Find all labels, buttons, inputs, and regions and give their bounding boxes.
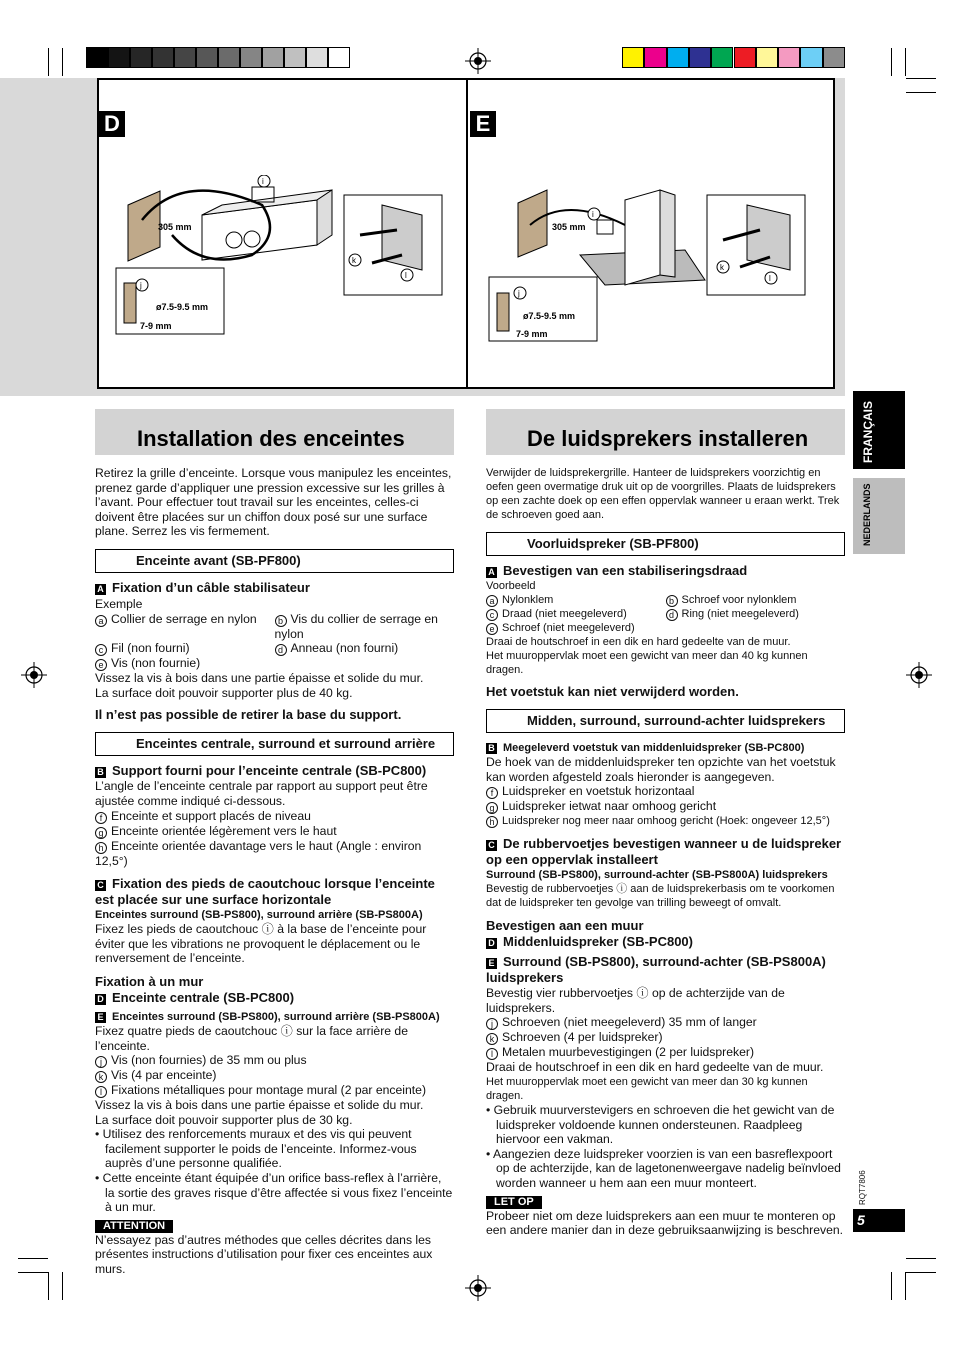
heading-b bbox=[486, 741, 845, 755]
heading-c-text: Fixation des pieds de caoutchouc lorsque l’enceinte est placée sur une surface horizontale bbox=[95, 876, 435, 908]
letop-text: Probeer niet om deze luidsprekers aan een muur te monteren op een andere manier dan in deze gebruiksaanwijzing is beschreven. bbox=[486, 1208, 844, 1238]
box-heading-front: Voorluidspreker (SB-PF800) bbox=[486, 532, 845, 556]
heading-e bbox=[95, 1010, 454, 1024]
surface-text: La surface doit pouvoir supporter plus de 40 kg. bbox=[95, 685, 353, 700]
heading-e-text: Enceintes surround (SB-PS800), surround arrière (SB-PS800A) bbox=[112, 1010, 440, 1023]
label-c: C bbox=[95, 880, 106, 891]
color-swatch bbox=[756, 47, 778, 68]
item-c: Draad (niet meegeleverd) bbox=[502, 608, 627, 620]
color-swatch bbox=[667, 47, 689, 68]
item-j: Vis (non fournies) de 35 mm ou plus bbox=[111, 1053, 307, 1068]
figure-marker: k bbox=[352, 256, 356, 265]
figure-marker: k bbox=[720, 263, 724, 272]
label-e: E bbox=[95, 1012, 106, 1023]
box-heading-center: Enceintes centrale, surround et surround arrière bbox=[95, 732, 454, 756]
wall-mount-diagram-d bbox=[112, 175, 452, 340]
b-text: De hoek van de middenluidspreker ten opzichte van het voetstuk kan worden afgesteld zoals hieronder is aangegeven. bbox=[486, 755, 836, 784]
no-remove-text: Il n’est pas possible de retirer la base du support. bbox=[95, 707, 402, 723]
figure-depth: 7-9 mm bbox=[140, 321, 172, 331]
intro-text: Retirez la grille d’enceinte. Lorsque vous manipulez les enceintes, prenez garde d’appliquer une pression excessive sur les grilles à l’avant. Pour effectuer tout travail sur les enceintes, celles-ci doivent être placées sur un chiffon doux posé sur une surface plane. Serrez les vis fermement. bbox=[95, 466, 452, 539]
crop-mark bbox=[48, 1272, 49, 1300]
figure-marker: i bbox=[592, 210, 594, 219]
crop-mark bbox=[891, 48, 892, 76]
item-g: Enceinte orientée légèrement vers le haut bbox=[111, 823, 337, 838]
attention-text: N’essayez pas d’autres méthodes que celles décrites dans les présentes instructions d’utilisation pour fixer ces enceintes aux murs. bbox=[95, 1232, 433, 1277]
label-c: C bbox=[486, 840, 497, 851]
figure-measure: 305 mm bbox=[158, 222, 192, 232]
example-label: Voorbeeld bbox=[486, 580, 536, 592]
color-swatch bbox=[108, 47, 130, 68]
color-swatch bbox=[218, 47, 240, 68]
language-tab-label: FRANÇAIS bbox=[861, 401, 875, 463]
document-code: RQT7806 bbox=[858, 1170, 867, 1205]
heading-d-text: Middenluidspreker (SB-PC800) bbox=[503, 934, 693, 950]
item-j: Schroeven (niet meegeleverd) 35 mm of langer bbox=[502, 1015, 757, 1030]
item-k: Schroeven (4 per luidspreker) bbox=[502, 1030, 663, 1045]
item-a: Nylonklem bbox=[502, 594, 554, 606]
c-text: Fixez les pieds de caoutchouc ⓘ à la base de l’enceinte pour éviter que les vibrations ne provoquent le déplacement ou le renversement de l’enceinte. bbox=[95, 922, 427, 966]
color-swatch bbox=[240, 47, 262, 68]
label-e: E bbox=[486, 958, 497, 969]
figure-diameter: ø7.5-9.5 mm bbox=[523, 311, 576, 321]
page-title-nl: De luidsprekers installeren bbox=[527, 426, 809, 451]
color-swatch bbox=[174, 47, 196, 68]
e-text: Fixez quatre pieds de caoutchouc ⓘ sur la face arrière de l’enceinte. bbox=[95, 1023, 408, 1053]
surface-text: Het muuroppervlak moet een gewicht van meer dan 40 kg kunnen dragen. bbox=[486, 650, 808, 676]
color-swatch bbox=[800, 47, 822, 68]
item-d: Anneau (non fourni) bbox=[290, 641, 399, 656]
bullet-2: • Cette enceinte étant équipée d’un orifice bass-reflex à l’arrière, la sortie des graves risque d’être affectée si vous fixez l’enceinte à un mur. bbox=[95, 1171, 453, 1215]
screw-text-2: Vissez la vis à bois dans une partie épaisse et solide du mur. bbox=[95, 1098, 424, 1113]
crop-mark bbox=[906, 78, 936, 79]
heading-d-text: Enceinte centrale (SB-PC800) bbox=[112, 989, 295, 1005]
page-number: 5 bbox=[853, 1209, 905, 1232]
figure-marker: j bbox=[140, 281, 142, 290]
heading-b-text: Support fourni pour l’enceinte centrale (SB-PC800) bbox=[112, 763, 427, 779]
item-d: Ring (niet meegeleverd) bbox=[681, 608, 799, 620]
crop-mark bbox=[906, 1272, 936, 1273]
b-text: L’angle de l’enceinte centrale par rapport au support peut être ajustée comme indiqué ci-dessous. bbox=[95, 779, 428, 808]
color-swatch bbox=[823, 47, 845, 68]
heading-b-text: Meegeleverd voetstuk van middenluidspreker (SB-PC800) bbox=[503, 742, 805, 754]
column-fr: Retirez la grille d’enceinte. Lorsque vous manipulez les enceintes, prenez garde d’appliquer une pression excessive sur les grilles à l’avant. Pour effectuer tout travail sur les enceintes, celles-ci doivent être placées sur un chiffon doux posé sur une surface plane. Serrez les vis fermement. Enceinte avant (SB-PF800) A Fixation d’un câble stabilisateur Exemple a Collier de serrage en nylon b Vis du collier de serrage en nylon c Fil (non fourni) d Anneau (non fourni) e Vis (non fournie) Vissez la vis à bois dans une partie épaisse et solide du mur. La surface doit pouvoir supporter plus de 40 kg. Il n’est pas possible de retirer la base du support. Enceintes centrale, surround et surround arrière B Support fourni pour l’enceinte centrale (SB-PC800) L’angle de l’enceinte centrale par rapport au support peut être ajustée comme indiqué ci-dessous. f Enceinte et support placés de niveau g Enceinte orientée légèrement vers le haut h Enceinte orientée davantage vers le haut (Angle : environ 12,5°) C Fixation des pieds de caoutchouc lorsque l’enceinte est placée sur une surface horizontale Enceintes surround (SB-PS800), surround arrière (SB-PS800A) Fixez les pieds de caoutchouc ⓘ à la base de l’enceinte pour éviter que les vibrations ne provoquent le déplacement ou le renversement de l’enceinte. Fixation à un mur D Enceinte centrale (SB-PC800) E Enceintes surround (SB-PS800), surround arrière (SB-PS800A) Fixez quatre pieds de caoutchouc ⓘ sur la face arrière de l’enceinte. j Vis (non fournies) de 35 mm ou plus k Vis (4 par enceinte) l Fixations métalliques pour montage mural (2 par enceinte) Vissez la vis à bois dans une partie épaisse et solide du mur. La surface doit pouvoir supporter plus de 30 kg. • Utilisez des renforcements muraux et des vis qui peuvent facilement supporter le poids de l’enceinte. Informez-vous auprès d’une personne qualifiée. • Cette enceinte étant équipée d’un orifice bass-reflex à l’arrière, la sortie des graves risque d’être affectée si vous fixez l’enceinte à un mur. ATTENTION N’essayez pas d’autres méthodes que celles décrites dans les présentes instructions d’utilisation pour fixer ces enceintes aux murs. bbox=[95, 466, 453, 1277]
item-h: Enceinte orientée davantage vers le haut (Angle : environ 12,5°) bbox=[95, 838, 422, 868]
figure-depth: 7-9 mm bbox=[516, 329, 548, 339]
registration-mark-icon bbox=[906, 662, 932, 688]
wall-heading: Bevestigen aan een muur bbox=[486, 918, 644, 934]
color-swatch bbox=[130, 47, 152, 68]
surface-text-2: Het muuroppervlak moet een gewicht van meer dan 30 kg kunnen dragen. bbox=[486, 1075, 808, 1102]
language-tab-dutch bbox=[853, 478, 905, 554]
color-swatch bbox=[152, 47, 174, 68]
heading-c-text: De rubbervoetjes bevestigen wanneer u de luidspreker op een oppervlak installeert bbox=[486, 836, 842, 868]
figure-marker: j bbox=[518, 289, 520, 298]
heading-d bbox=[486, 934, 845, 950]
crop-mark bbox=[905, 1272, 906, 1300]
item-f: Luidspreker en voetstuk horizontaal bbox=[502, 784, 695, 799]
label-b: B bbox=[95, 767, 106, 778]
color-swatch bbox=[306, 47, 328, 68]
crop-mark bbox=[62, 1272, 63, 1300]
color-swatch bbox=[328, 47, 350, 68]
crop-mark bbox=[891, 1272, 892, 1300]
heading-c bbox=[486, 836, 845, 868]
surface-text-2: La surface doit pouvoir supporter plus de 30 kg. bbox=[95, 1112, 353, 1127]
heading-d bbox=[95, 990, 454, 1006]
color-swatch bbox=[778, 47, 800, 68]
color-swatch bbox=[284, 47, 306, 68]
example-label: Exemple bbox=[95, 596, 143, 611]
label-a: A bbox=[95, 584, 106, 595]
heading-b bbox=[95, 763, 454, 779]
color-swatch bbox=[86, 47, 108, 68]
registration-mark-icon bbox=[465, 1275, 491, 1301]
crop-mark bbox=[62, 48, 63, 76]
figure-marker: l bbox=[769, 274, 771, 283]
item-a: Collier de serrage en nylon bbox=[111, 611, 257, 626]
color-swatch bbox=[734, 47, 756, 68]
item-e: Vis (non fournie) bbox=[111, 656, 201, 671]
panel-label-d: D bbox=[99, 111, 125, 137]
screw-text-2: Draai de houtschroef in een dik en hard gedeelte van de muur. bbox=[486, 1060, 824, 1075]
language-tab-label: NEDERLANDS bbox=[862, 483, 872, 546]
page-title-fr: Installation des enceintes bbox=[137, 426, 405, 451]
crop-mark bbox=[48, 48, 49, 76]
box-heading-center: Midden, surround, surround-achter luidsprekers bbox=[486, 709, 845, 733]
item-b: Schroef voor nylonklem bbox=[681, 594, 797, 606]
color-swatch bbox=[689, 47, 711, 68]
bullet-1: • Gebruik muurverstevigers en schroeven die het gewicht van de luidspreker voldoende kunnen ondersteunen. Raadpleeg hiervoor een vakman. bbox=[486, 1102, 835, 1147]
heading-e bbox=[486, 954, 845, 986]
item-l: Fixations métalliques pour montage mural (2 par enceinte) bbox=[111, 1083, 427, 1098]
bullet-2: • Aangezien deze luidspreker voorzien is van een basreflexpoort op de achterzijde, kan de lagetonenweergave nadelig beïnvloed worden wanneer u hem aan een muur monteert. bbox=[486, 1146, 841, 1190]
item-c: Fil (non fourni) bbox=[111, 641, 190, 656]
c-text: Bevestig de rubbervoetjes ⓘ aan de luidsprekerbasis om te voorkomen dat de luidspreker ten gevolge van trilling beweegt of omvalt. bbox=[486, 883, 835, 910]
color-swatch bbox=[262, 47, 284, 68]
label-d: D bbox=[486, 938, 497, 949]
no-remove-text: Het voetstuk kan niet verwijderd worden. bbox=[486, 684, 739, 699]
item-f: Enceinte et support placés de niveau bbox=[111, 808, 311, 823]
heading-a bbox=[486, 563, 845, 579]
crop-mark bbox=[18, 1258, 48, 1259]
color-swatch bbox=[196, 47, 218, 68]
figure-divider bbox=[466, 78, 468, 389]
c-sub: Enceintes surround (SB-PS800), surround arrière (SB-PS800A) bbox=[95, 909, 423, 922]
label-d: D bbox=[95, 994, 106, 1005]
language-tab-french bbox=[853, 391, 905, 469]
heading-a-text: Fixation d’un câble stabilisateur bbox=[112, 579, 310, 595]
intro-text: Verwijder de luidsprekergrille. Hanteer de luidsprekers voorzichtig en oefen geen overmatige druk uit op de voorgrilles. Plaats de luidsprekers op een zachte doek op een effen oppervlak wanneer u eraan werkt. Trek de schroeven goed aan. bbox=[486, 467, 840, 521]
wall-heading: Fixation à un mur bbox=[95, 973, 204, 989]
heading-a-text: Bevestigen van een stabiliseringsdraad bbox=[503, 563, 748, 578]
color-swatch bbox=[711, 47, 733, 68]
figure-measure: 305 mm bbox=[552, 222, 586, 232]
item-l: Metalen muurbevestigingen (2 per luidspreker) bbox=[502, 1045, 755, 1060]
item-h: Luidspreker nog meer naar omhoog gericht (Hoek: ongeveer 12,5°) bbox=[502, 815, 830, 828]
item-g: Luidspreker ietwat naar omhoog gericht bbox=[502, 799, 717, 814]
heading-e-text: Surround (SB-PS800), surround-achter (SB-PS800A) luidsprekers bbox=[486, 954, 826, 986]
color-swatch bbox=[644, 47, 666, 68]
registration-mark-icon bbox=[465, 48, 491, 74]
bullet-1: • Utilisez des renforcements muraux et des vis qui peuvent facilement supporter le poids de l’enceinte. Informez-vous auprès d’une personne qualifiée. bbox=[95, 1127, 417, 1171]
screw-text: Draai de houtschroef in een dik en hard gedeelte van de muur. bbox=[486, 636, 791, 648]
c-sub: Surround (SB-PS800), surround-achter (SB-PS800A) luidsprekers bbox=[486, 869, 828, 882]
column-nl: Verwijder de luidsprekergrille. Hanteer de luidsprekers voorzichtig en oefen geen overmatige druk uit op de voorgrilles. Plaats de luidsprekers op een zachte doek op een effen oppervlak wanneer u eraan werkt. Trek de schroeven goed aan. Voorluidspreker (SB-PF800) A Bevestigen van een stabiliseringsdraad Voorbeeld a Nylonklem b Schroef voor nylonklem c Draad (niet meegeleverd) d Ring (niet meegeleverd) e Schroef (niet meegeleverd) Draai de houtschroef in een dik en hard gedeelte van de muur. Het muuroppervlak moet een gewicht van meer dan 40 kg kunnen dragen. Het voetstuk kan niet verwijderd worden. Midden, surround, surround-achter luidsprekers B Meegeleverd voetstuk van middenluidspreker (SB-PC800) De hoek van de middenluidspreker ten opzichte van het voetstuk kan worden afgesteld zoals hieronder is aangegeven. f Luidspreker en voetstuk horizontaal g Luidspreker ietwat naar omhoog gericht h Luidspreker nog meer naar omhoog gericht (Hoek: ongeveer 12,5°) C De rubbervoetjes bevestigen wanneer u de luidspreker op een oppervlak installeert Surround (SB-PS800), surround-achter (SB-PS800A) luidsprekers Bevestig de rubbervoetjes ⓘ aan de luidsprekerbasis om te voorkomen dat de luidspreker ten gevolge van trilling beweegt of omvalt. Bevestigen aan een muur D Middenluidspreker (SB-PC800) E Surround (SB-PS800), surround-achter (SB-PS800A) luidsprekers Bevestig vier rubbervoetjes ⓘ op de achterzijde van de luidsprekers. j Schroeven (niet meegeleverd) 35 mm of langer k Schroeven (4 per luidspreker) l Metalen muurbevestigingen (2 per luidspreker) Draai de houtschroef in een dik en hard gedeelte van de muur. Het muuroppervlak moet een gewicht van meer dan 30 kg kunnen dragen. • Gebruik muurverstevigers en schroeven die het gewicht van de luidspreker voldoende kunnen ondersteunen. Raadpleeg hiervoor een vakman. • Aangezien deze luidspreker voorzien is van een basreflexpoort op de achterzijde, kan de lagetonenweergave nadelig beïnvloed worden wanneer u hem aan een muur monteert. LET OP Probeer niet om deze luidsprekers aan een muur te monteren op een andere manier dan in deze gebruiksaanwijzing is beschreven. bbox=[486, 467, 844, 1238]
item-b: Vis du collier de serrage en nylon bbox=[274, 611, 438, 641]
item-k: Vis (4 par enceinte) bbox=[111, 1068, 217, 1083]
panel-label-e: E bbox=[470, 111, 496, 137]
crop-mark bbox=[905, 48, 906, 76]
attention-tag: ATTENTION bbox=[95, 1220, 173, 1233]
color-swatch bbox=[622, 47, 644, 68]
label-b: B bbox=[486, 743, 497, 754]
item-e: Schroef (niet meegeleverd) bbox=[502, 622, 635, 634]
heading-c bbox=[95, 876, 454, 908]
crop-mark bbox=[906, 92, 936, 93]
label-a: A bbox=[486, 567, 497, 578]
figure-diameter: ø7.5-9.5 mm bbox=[156, 302, 209, 312]
registration-mark-icon bbox=[21, 662, 47, 688]
box-heading-front: Enceinte avant (SB-PF800) bbox=[95, 549, 454, 573]
e-text: Bevestig vier rubbervoetjes ⓘ op de achterzijde van de luidsprekers. bbox=[486, 986, 785, 1015]
letop-tag: LET OP bbox=[486, 1196, 542, 1209]
crop-mark bbox=[18, 1272, 48, 1273]
heading-a bbox=[95, 580, 454, 596]
crop-mark bbox=[906, 1258, 936, 1259]
screw-text: Vissez la vis à bois dans une partie épaisse et solide du mur. bbox=[95, 671, 424, 686]
figure-marker: l bbox=[405, 271, 407, 280]
figure-marker: i bbox=[262, 177, 264, 186]
wall-mount-diagram-e bbox=[485, 185, 815, 345]
